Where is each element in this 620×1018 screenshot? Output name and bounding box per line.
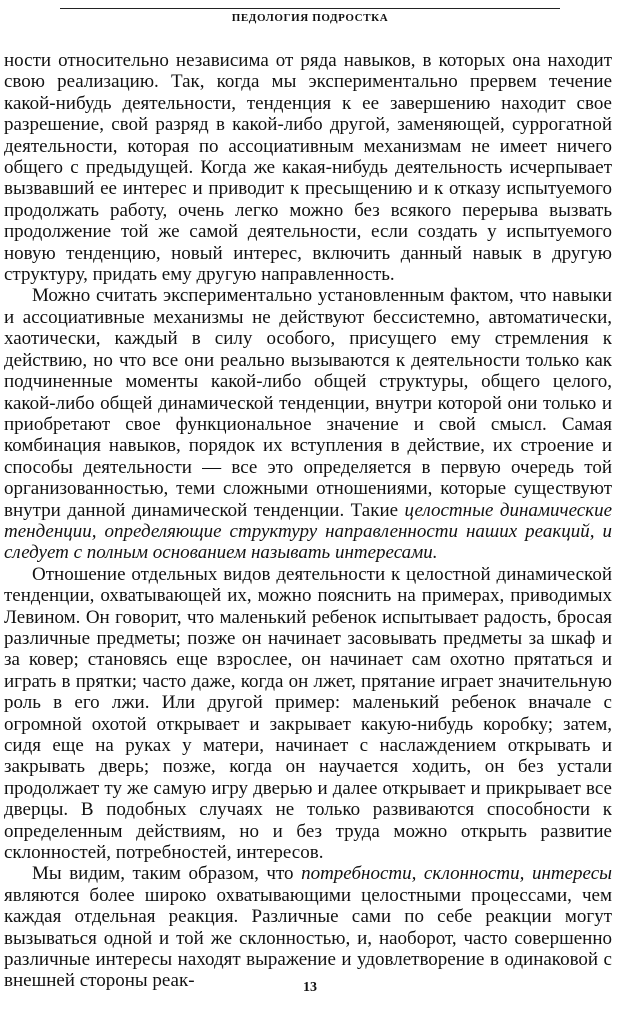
text-run: являются более широко охватывающими целостными процессами, чем каждая отдельная реакция. Различные сами по себе реакции могут вызываться одной и той же склонностью, и, наоборот, часто совершенно различные интересы находят выражение и удовлетворение в одинаковой с внешней стороны реак-	[4, 884, 612, 992]
text-run: Мы видим, таким образом, что	[32, 863, 302, 885]
text-run: ности относительно независима от ряда навыков, в которых она находит свою реализацию. Так, когда мы экспериментально прервем течение какой-нибудь деятельности, тенденция к ее завершению находит свое разрешение, свой разряд в какой-либо другой, заменяющей, суррогатной деятельности, которая по ассоциативным механизмам не имеет ничего общего с предыдущей. Когда же какая-нибудь деятельность исчерпывает вызвавший ее интерес и приводит к пресыщению и к отказу испытуемого продолжать работу, очень легко можно без всякого перерыва вызвать продолжение той же самой деятельности, если создать у испытуемого новую тенденцию, новый интерес, включить данный навык в другую структуру, придать ему другую направленность.	[4, 50, 612, 286]
text-run: Отношение отдельных видов деятельности к целостной динамической тенденции, охватывающей их, можно пояснить на примерах, приводимых Левином. Он говорит, что маленький ребенок испытывает радость, бросая различные предметы; позже он начинает засовывать предметы за шкаф и за ковер; становясь еще взрослее, он начинает сам охотно прятаться и играть в прятки; часто даже, когда он лжет, прятание играет значительную роль в его лжи. Или другой пример: маленький ребенок вначале с огромной охотой открывает и закрывает какую-нибудь коробку; затем, сидя еще на руках у матери, начинает с наслаждением открывать и закрывать дверь; позже, когда он научается ходить, он без устали продолжает ту же самую игру дверью и далее открывает и прикрывает все дверцы. В подобных случаях не только развиваются способности к определенным действиям, но и без труда можно открыть развитие склонностей, потребностей, интересов.	[4, 563, 612, 864]
header-rule	[60, 8, 560, 9]
italic-run: потребности, склонности, интересы	[301, 863, 613, 885]
paragraph-3	[4, 564, 612, 864]
running-title: ПЕДОЛОГИЯ ПОДРОСТКА	[231, 12, 389, 24]
paragraph-4	[4, 863, 612, 991]
paragraph-1	[4, 50, 612, 285]
paragraph-2	[4, 285, 612, 563]
italic-run: целостные динамические тенденции, определяющие структуру направленности наших реакций, и следует с полным основанием называть интересами.	[4, 499, 613, 564]
page-number: 13	[303, 980, 317, 995]
page-header	[0, 4, 620, 26]
body-text	[4, 50, 612, 992]
text-run: Можно считать экспериментально установленным фактом, что навыки и ассоциативные механизмы не действуют бессистемно, автоматически, хаотически, каждый в силу особого, присущего ему стремления к действию, но что все они реально вызываются к деятельности только как подчиненные моменты какой-либо общей структуры, общего целого, какой-либо общей динамической тенденции, внутри которой они только и приобретают свое функциональное значение и свой смысл. Самая комбинация навыков, порядок их вступления в действие, их строение и способы деятельности — все это определяется в первую очередь той организованностью, теми сложными отношениями, которые существуют внутри данной динамической тенденции. Такие	[4, 285, 612, 521]
